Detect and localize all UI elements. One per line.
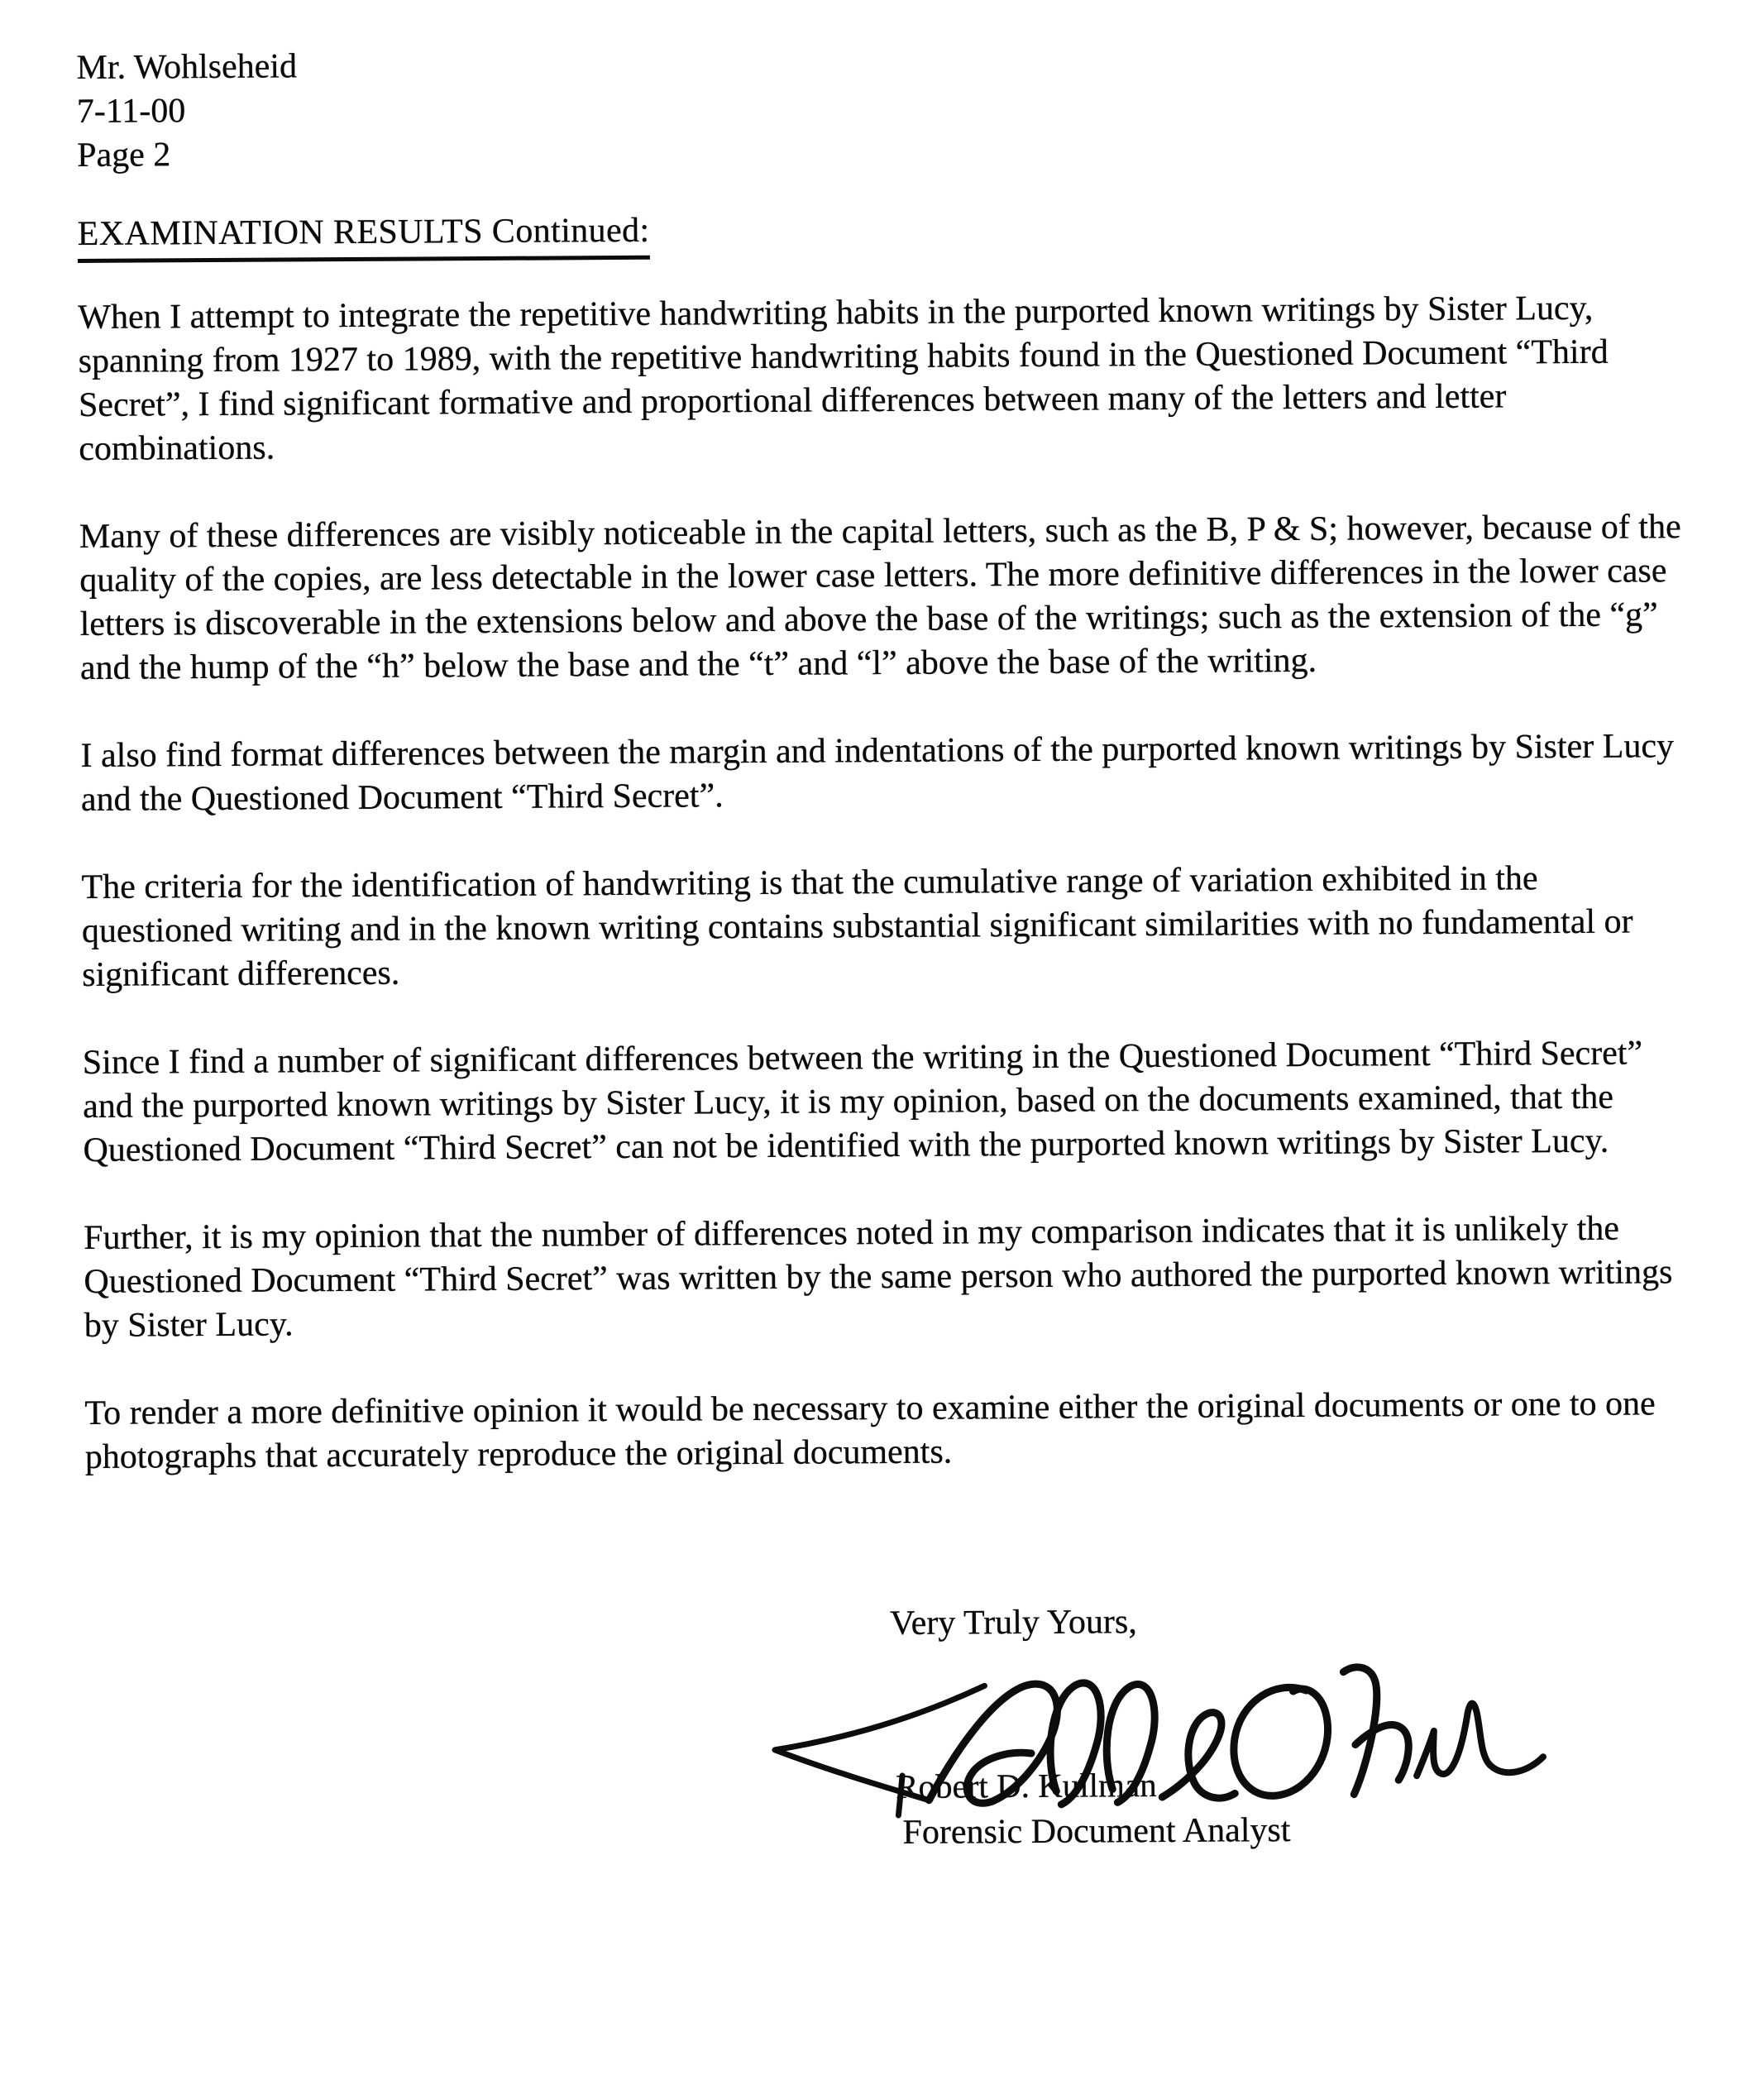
date-line: 7-11-00: [76, 92, 186, 131]
signer-name: Robert D. Kullman: [896, 1766, 1157, 1805]
letter-header: [76, 36, 1690, 178]
paragraph-3: I also find format differences between the margin and indentations of the purported known writings by Sister Lucy and the Questioned Document “Third Secret”.: [80, 727, 1675, 819]
page-number-line: Page 2: [77, 136, 171, 175]
signer-title: Forensic Document Analyst: [902, 1811, 1291, 1852]
paragraph-7: To render a more definitive opinion it would be necessary to examine either the original documents or one to one photographs that accurately reproduce the original documents.: [84, 1384, 1656, 1476]
section-heading-row: [78, 203, 1690, 263]
paragraph-5: Since I find a number of significant differences between the writing in the Questioned Document “Third Secret” and the purported known writings by Sister Lucy, it is my opinion, based on the documents examined, that the Questioned Document “Third Secret” can not be identified with the purported known writings by Sister Lucy.: [82, 1034, 1643, 1169]
paragraph-6: Further, it is my opinion that the number of differences noted in my comparison indicates that it is unlikely the Questioned Document “Third Secret” was written by the same person who authored the purported known writings by Sister Lucy.: [84, 1209, 1673, 1345]
letter-content: [76, 0, 1698, 1852]
valediction: Very Truly Yours,: [889, 1603, 1137, 1643]
section-heading: EXAMINATION RESULTS Continued:: [78, 209, 650, 263]
recipient-line: Mr. Wohlseheid: [76, 47, 298, 87]
paragraph-2: Many of these differences are visibly noticeable in the capital letters, such as the B, P & S; however, because of the quality of the copies, are less detectable in the lower case letters. The more definitive differences in the lower case letters is discoverable in the extensions below and above the base of the writings; such as the extension of the “g” and the hump of the “h” below the base and the “t” and “l” above the base of the writing.: [79, 508, 1681, 687]
letter-body: [78, 286, 1698, 1480]
paragraph-1: When I attempt to integrate the repetitive handwriting habits in the purported known writings by Sister Lucy, spanning from 1927 to 1989, with the repetitive handwriting habits found in the Questioned Document “Third Secret”, I find significant formative and proportional differences between many of the letters and letter combinations.: [78, 289, 1609, 468]
paragraph-4: The criteria for the identification of handwriting is that the cumulative range of variation exhibited in the questioned writing and in the known writing contains substantial significant similarities with no fundamental or significant differences.: [81, 859, 1633, 994]
